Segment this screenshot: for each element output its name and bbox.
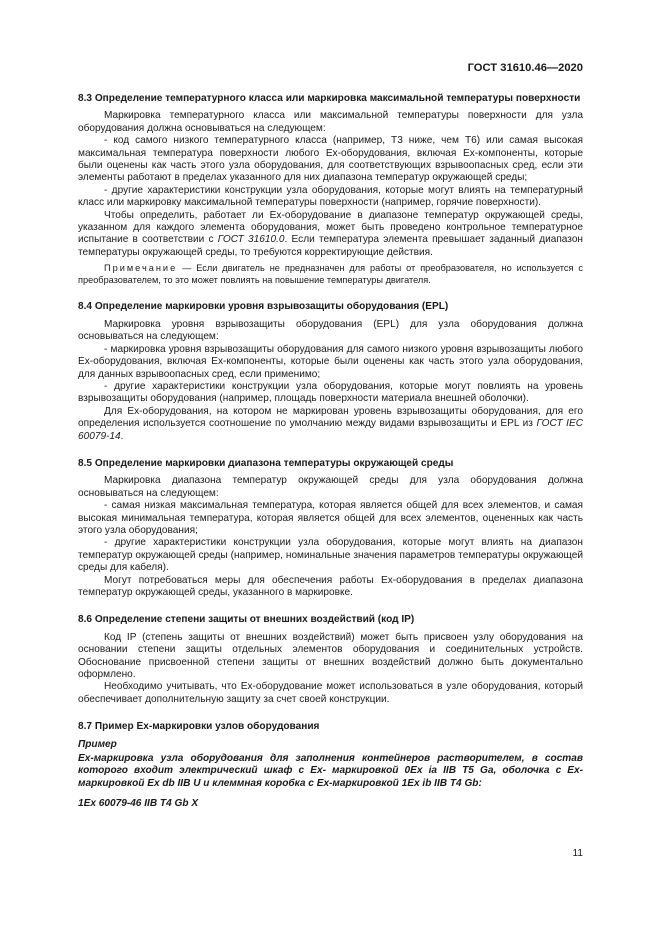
paragraph: Необходимо учитывать, что Ex-оборудование может использоваться в узле оборудования, который обеспечивает дополнительную защиту за счет своей конструкции. xyxy=(78,681,583,705)
paragraph: Чтобы определить, работает ли Ex-оборудование в диапазоне температур окружающей среды, указанном для каждого элемента оборудования, может быть проведено контрольное температурное испытание в соответствии с ГОСТ 31610.0. Если температура элемента превышает заданный диапазон температуры окружающей среды, то требуются корректирующие действия. xyxy=(78,209,584,258)
section-heading: 8.6 Определение степени защиты от внешних воздействий (код IP) xyxy=(78,614,415,626)
note xyxy=(78,263,583,286)
list-item: - маркировка уровня взрывозащиты оборудования для самого низкого уровня взрывозащиты любого Ex-оборудования, включая Ex-компоненты, которые были оценены как часть этого узла оборудования, для данных взрывоопасных сред, если применимо; xyxy=(78,343,583,380)
paragraph: Маркировка диапазона температур окружающей среды для узла оборудования должна основываться на следующем: xyxy=(78,475,583,499)
section-8-3 xyxy=(78,93,583,286)
section-8-6 xyxy=(78,614,583,706)
list-item: - самая низкая максимальная температура, которая является общей для всех элементов, и самая высокая минимальная температура, которая является общей для всех элементов, оцененных как часть этого узла оборудования; xyxy=(78,500,583,536)
paragraph: Маркировка температурного класса или максимальной температуры поверхности для узла оборудования должна основываться на следующем: xyxy=(78,110,583,134)
example-marking: 1Ex 60079-46 IIB T4 Gb X xyxy=(78,798,199,810)
paragraph: Код IP (степень защиты от внешних воздействий) может быть присвоен узлу оборудования на основании степени защиты отдельных элементов оборудования и соединительных устройств. Обоснование присвоенной степени защиты от внешних воздействий должно быть документально оформлено. xyxy=(78,631,583,681)
list-item: - код самого низкого температурного класса (например, Т3 ниже, чем Т6) или самая высокая максимальная температура поверхности любого Ex-оборудования, включая Ex-компоненты, которые были оценены как часть этого узла оборудования, для соответствующих взрывоопасных сред, если эти элементы работают в пределах указанного для них диапазона температур окружающей среды; xyxy=(78,135,583,184)
standard-reference: ГОСТ IEC 60079-14 xyxy=(78,418,584,442)
page-number: 11 xyxy=(572,848,583,859)
section-8-4 xyxy=(78,301,583,442)
list-item: - другие характеристики конструкции узла оборудования, которые могут влиять на диапазон температур окружающей среды (например, номинальные значения параметров температуры окружающей среды для кабеля). xyxy=(78,537,583,574)
note-text: — Если двигатель не предназначен для работы от преобразователя, но используется с преобразователем, то это может повлиять на повышение температуры двигателя. xyxy=(78,263,583,285)
list-item: - другие характеристики конструкции узла оборудования, которые могут повлиять на уровень взрывозащиты оборудования (например, площадь поверхности материала внешней оболочки). xyxy=(78,380,583,405)
list-item: - другие характеристики конструкции узла оборудования, которые могут влиять на температурный класс или маркировку максимальной температуры поверхности (например, горячие поверхности). xyxy=(78,184,583,209)
section-heading: 8.4 Определение маркировки уровня взрывозащиты оборудования (EPL) xyxy=(78,301,449,313)
section-heading: 8.5 Определение маркировки диапазона температуры окружающей среды xyxy=(78,457,454,469)
example-text: Ex-маркировка узла оборудования для заполнения контейнеров растворителем, в состав которого входит электрический шкаф с Ex- маркировкой 0Ex ia IIB T5 Ga, оболочка с Ex-маркировкой Ex db IIB U и клеммная коробка с Ex-маркировкой 1Ex ib IIB T4 Gb: xyxy=(78,753,583,789)
paragraph: Могут потребоваться меры для обеспечения работы Ex-оборудования в пределах диапазона температур окружающей среды, указанного в маркировке. xyxy=(78,574,583,598)
section-8-5 xyxy=(78,458,583,599)
example-label: Пример xyxy=(78,738,117,750)
paragraph: Для Ex-оборудования, на котором не маркирован уровень взрывозащиты оборудования, для его определения используется соотношение по умолчанию между видами взрывозащиты и EPL из ГОСТ IEC 60079-14. xyxy=(78,405,584,442)
paragraph: Маркировка уровня взрывозащиты оборудования (EPL) для узла оборудования должна основываться на следующем: xyxy=(78,318,583,343)
standard-id: ГОСТ 31610.46—2020 xyxy=(467,62,583,74)
page-content xyxy=(78,93,583,811)
section-heading: 8.7 Пример Ex-маркировки узлов оборудования xyxy=(78,721,320,733)
section-8-7 xyxy=(78,721,583,810)
note-label: Примечание xyxy=(104,263,178,274)
section-heading: 8.3 Определение температурного класса или маркировка максимальной температуры поверхности xyxy=(78,93,581,104)
standard-reference: ГОСТ 31610.0 xyxy=(217,234,285,246)
